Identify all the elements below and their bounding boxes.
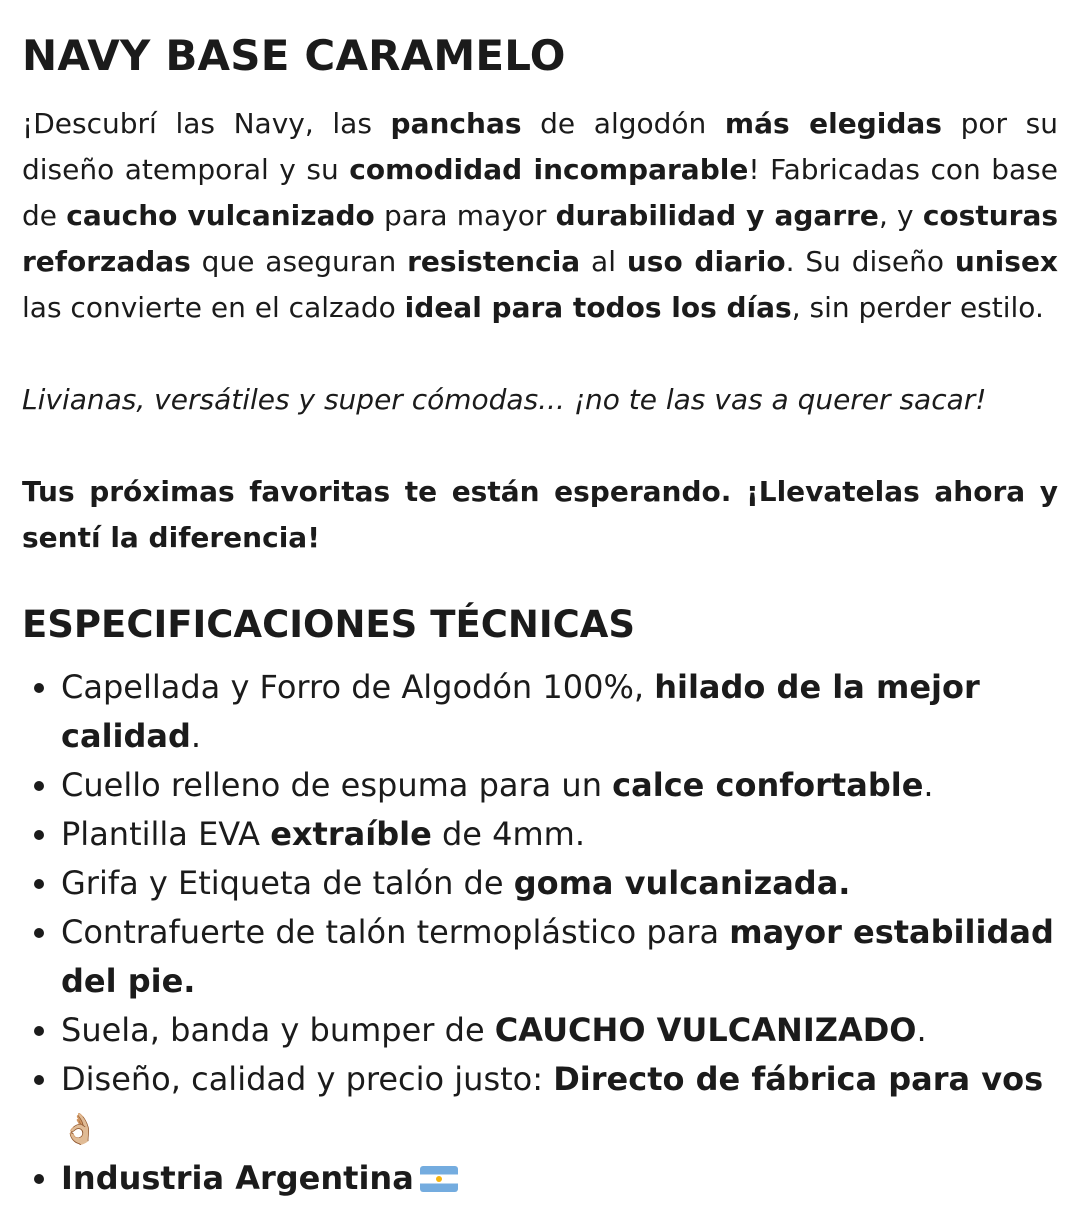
- spec-item: [61, 1055, 1058, 1154]
- product-title: NAVY BASE CARAMELO: [22, 31, 566, 80]
- spec-item: [61, 663, 1058, 761]
- bold-text: ideal para todos los días: [404, 290, 792, 324]
- bold-text: caucho vulcanizado: [66, 198, 375, 232]
- bold-text: Directo de fábrica para vos: [553, 1059, 1044, 1098]
- spec-item: [61, 761, 1058, 810]
- text: al: [580, 244, 627, 278]
- bold-text: comodidad incomparable: [349, 152, 749, 186]
- spec-item: [61, 859, 1058, 908]
- spec-item: [61, 1154, 1058, 1203]
- text: Contrafuerte de talón termoplástico para: [61, 912, 730, 951]
- text: Diseño, calidad y precio justo:: [61, 1059, 554, 1098]
- bold-text: panchas: [390, 106, 522, 140]
- argentina-flag-icon: [420, 1166, 458, 1192]
- text: .: [916, 1010, 927, 1049]
- text: por su diseño atemporal y su: [22, 106, 1058, 186]
- sun-of-may-icon: [436, 1176, 442, 1182]
- call-to-action: Tus próximas favoritas te están esperando. ¡Llevatelas ahora y sentí la diferencia!: [22, 474, 1058, 554]
- text: .: [190, 716, 202, 755]
- text: que aseguran: [190, 244, 408, 278]
- text: Cuello relleno de espuma para un: [61, 765, 613, 804]
- text: . Su diseño: [785, 244, 955, 278]
- bold-text: mayor estabilidad del pie.: [61, 912, 1054, 1000]
- bold-text: uso diario: [626, 244, 786, 278]
- text: .: [923, 765, 934, 804]
- bold-text: goma vulcanizada.: [513, 863, 851, 902]
- bold-text: resistencia: [407, 244, 581, 278]
- bold-text: más elegidas: [724, 106, 942, 140]
- text: ! Fabricadas con base de: [22, 152, 1058, 232]
- bold-text: extraíble: [270, 814, 432, 853]
- bold-text: CAUCHO VULCANIZADO: [494, 1010, 917, 1049]
- specs-list: [22, 663, 1058, 1203]
- spec-item: [61, 810, 1058, 859]
- bold-text: durabilidad y agarre: [555, 198, 879, 232]
- spec-item: [61, 1006, 1058, 1055]
- bold-text: unisex: [954, 244, 1058, 278]
- text: , sin perder estilo.: [791, 290, 1044, 324]
- bold-text: calce confortable: [612, 765, 924, 804]
- text: para mayor: [374, 198, 556, 232]
- spec-item: [61, 908, 1058, 1006]
- text: Plantilla EVA: [61, 814, 271, 853]
- description-paragraph: [22, 101, 1058, 331]
- bold-text: costuras reforzadas: [22, 198, 1059, 278]
- tagline: Livianas, versátiles y super cómodas... ¡no te las vas a querer sacar!: [22, 382, 987, 416]
- bold-text: Industria Argentina: [61, 1158, 414, 1197]
- text: ¡Descubrí las Navy, las: [22, 106, 391, 140]
- text: Grifa y Etiqueta de talón de: [61, 863, 514, 902]
- bold-text: hilado de la mejor calidad: [61, 667, 980, 755]
- specs-heading: ESPECIFICACIONES TÉCNICAS: [22, 602, 636, 646]
- text: las convierte en el calzado: [22, 290, 405, 324]
- text: de 4mm.: [431, 814, 585, 853]
- text: , y: [878, 198, 923, 232]
- ok-hand-icon: 👌🏼: [61, 1111, 99, 1147]
- text: Suela, banda y bumper de: [61, 1010, 495, 1049]
- text: Capellada y Forro de Algodón 100%,: [61, 667, 655, 706]
- text: de algodón: [521, 106, 725, 140]
